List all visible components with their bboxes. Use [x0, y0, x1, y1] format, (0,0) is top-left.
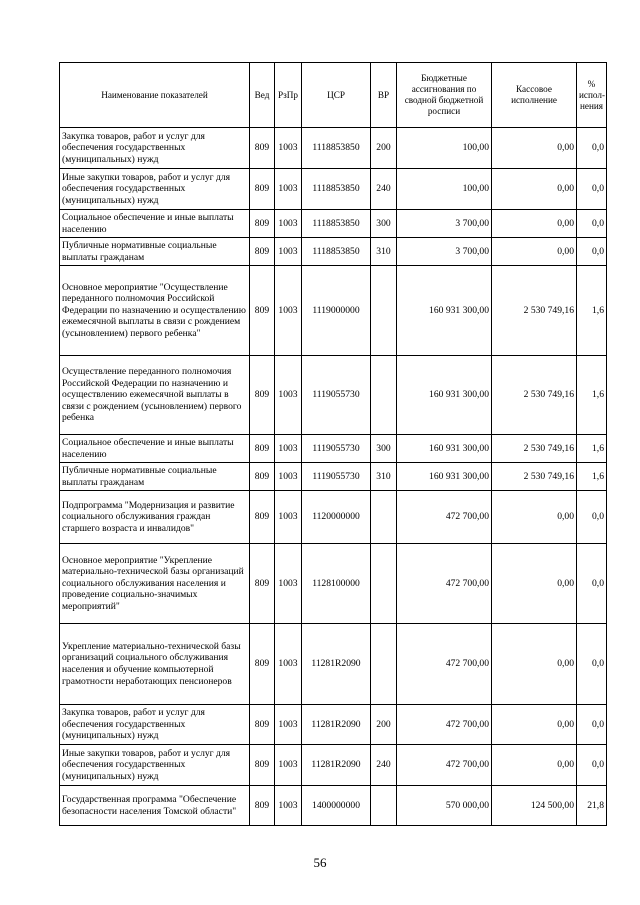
row-pct: 21,8	[577, 786, 607, 826]
row-cash: 2 530 749,16	[492, 356, 577, 435]
row-rzpr: 1003	[275, 705, 302, 745]
row-cash: 0,00	[492, 624, 577, 705]
row-vr: 310	[371, 463, 397, 491]
page-number: 56	[313, 855, 327, 870]
table-row	[60, 128, 607, 169]
row-ved: 809	[250, 356, 275, 435]
row-vr	[371, 624, 397, 705]
row-pct: 0,0	[577, 624, 607, 705]
row-ved: 809	[250, 786, 275, 826]
row-cash: 124 500,00	[492, 786, 577, 826]
row-csr: 1128100000	[302, 544, 371, 624]
row-cash: 0,00	[492, 544, 577, 624]
row-budget: 570 000,00	[397, 786, 492, 826]
table-row	[60, 238, 607, 266]
row-vr: 310	[371, 238, 397, 266]
row-rzpr: 1003	[275, 266, 302, 356]
row-rzpr: 1003	[275, 210, 302, 238]
row-cash: 0,00	[492, 238, 577, 266]
row-csr: 11281R2090	[302, 624, 371, 705]
row-budget: 160 931 300,00	[397, 266, 492, 356]
row-pct: 0,0	[577, 128, 607, 169]
row-pct: 1,6	[577, 266, 607, 356]
row-ved: 809	[250, 745, 275, 786]
row-name: Иные закупки товаров, работ и услуг для обеспечения государственных (муниципальных) нужд	[60, 169, 250, 210]
row-ved: 809	[250, 544, 275, 624]
table-row	[60, 745, 607, 786]
row-vr: 240	[371, 169, 397, 210]
row-vr: 200	[371, 705, 397, 745]
header-pct: % испол-нения	[577, 63, 607, 128]
row-vr	[371, 544, 397, 624]
row-csr: 1119055730	[302, 463, 371, 491]
header-rzpr: РзПр	[275, 63, 302, 128]
row-name: Социальное обеспечение и иные выплаты населению	[60, 435, 250, 463]
table-row	[60, 463, 607, 491]
table-row	[60, 544, 607, 624]
row-pct: 0,0	[577, 544, 607, 624]
row-vr	[371, 266, 397, 356]
table-row	[60, 705, 607, 745]
row-csr: 1120000000	[302, 491, 371, 544]
row-budget: 472 700,00	[397, 745, 492, 786]
header-cash: Кассовое исполнение	[492, 63, 577, 128]
row-csr: 1119055730	[302, 435, 371, 463]
row-ved: 809	[250, 624, 275, 705]
row-budget: 100,00	[397, 169, 492, 210]
row-budget: 100,00	[397, 128, 492, 169]
table-row	[60, 266, 607, 356]
row-cash: 0,00	[492, 745, 577, 786]
row-vr: 240	[371, 745, 397, 786]
row-name: Государственная программа "Обеспечение безопасности населения Томской области"	[60, 786, 250, 826]
row-ved: 809	[250, 266, 275, 356]
row-csr: 1118853850	[302, 128, 371, 169]
row-vr: 300	[371, 435, 397, 463]
row-pct: 0,0	[577, 238, 607, 266]
header-name: Наименование показателей	[60, 63, 250, 128]
table-header-row	[60, 63, 607, 128]
row-rzpr: 1003	[275, 169, 302, 210]
row-csr: 11281R2090	[302, 745, 371, 786]
row-budget: 3 700,00	[397, 238, 492, 266]
row-ved: 809	[250, 128, 275, 169]
row-name: Закупка товаров, работ и услуг для обеспечения государственных (муниципальных) нужд	[60, 128, 250, 169]
row-rzpr: 1003	[275, 491, 302, 544]
row-pct: 0,0	[577, 745, 607, 786]
header-budget: Бюджетные ассигнования по сводной бюджетной росписи	[397, 63, 492, 128]
row-name: Основное мероприятие "Осуществление переданного полномочия Российской Федерации по назначению и осуществлению ежемесячной выплаты в связи с рождением (усыновлением) первого ребенка"	[60, 266, 250, 356]
row-pct: 1,6	[577, 356, 607, 435]
row-cash: 2 530 749,16	[492, 266, 577, 356]
row-ved: 809	[250, 463, 275, 491]
row-name: Укрепление материально-технической базы организаций социального обслуживания населения и обучение компьютерной грамотности неработающих пенсионеров	[60, 624, 250, 705]
table-row	[60, 356, 607, 435]
row-ved: 809	[250, 705, 275, 745]
row-vr	[371, 491, 397, 544]
row-cash: 0,00	[492, 128, 577, 169]
table-row	[60, 210, 607, 238]
row-rzpr: 1003	[275, 786, 302, 826]
header-csr: ЦСР	[302, 63, 371, 128]
row-rzpr: 1003	[275, 128, 302, 169]
row-cash: 0,00	[492, 705, 577, 745]
row-budget: 160 931 300,00	[397, 463, 492, 491]
row-cash: 2 530 749,16	[492, 463, 577, 491]
row-pct: 0,0	[577, 491, 607, 544]
row-name: Основное мероприятие "Укрепление материально-технической базы организаций социального обслуживания населения и проведение социально-значимых мероприятий"	[60, 544, 250, 624]
row-ved: 809	[250, 210, 275, 238]
table-row	[60, 786, 607, 826]
row-name: Подпрограмма "Модернизация и развитие социального обслуживания граждан старшего возраста и инвалидов"	[60, 491, 250, 544]
row-budget: 472 700,00	[397, 491, 492, 544]
row-budget: 472 700,00	[397, 624, 492, 705]
row-vr	[371, 786, 397, 826]
row-rzpr: 1003	[275, 356, 302, 435]
row-name: Иные закупки товаров, работ и услуг для обеспечения государственных (муниципальных) нужд	[60, 745, 250, 786]
row-budget: 160 931 300,00	[397, 356, 492, 435]
row-cash: 0,00	[492, 491, 577, 544]
table-row	[60, 624, 607, 705]
row-name: Осуществление переданного полномочия Российской Федерации по назначению и осуществлению ежемесячной выплаты в связи с рождением (усыновлением) первого ребенка	[60, 356, 250, 435]
row-rzpr: 1003	[275, 745, 302, 786]
row-rzpr: 1003	[275, 238, 302, 266]
table-row	[60, 169, 607, 210]
row-cash: 0,00	[492, 210, 577, 238]
row-vr	[371, 356, 397, 435]
row-csr: 11281R2090	[302, 705, 371, 745]
row-csr: 1119055730	[302, 356, 371, 435]
row-cash: 2 530 749,16	[492, 435, 577, 463]
row-ved: 809	[250, 491, 275, 544]
row-csr: 1400000000	[302, 786, 371, 826]
row-rzpr: 1003	[275, 463, 302, 491]
row-csr: 1118853850	[302, 238, 371, 266]
row-rzpr: 1003	[275, 624, 302, 705]
row-name: Социальное обеспечение и иные выплаты населению	[60, 210, 250, 238]
table-row	[60, 435, 607, 463]
row-csr: 1118853850	[302, 169, 371, 210]
row-rzpr: 1003	[275, 544, 302, 624]
row-vr: 300	[371, 210, 397, 238]
row-pct: 1,6	[577, 435, 607, 463]
row-ved: 809	[250, 238, 275, 266]
row-budget: 472 700,00	[397, 544, 492, 624]
table-row	[60, 491, 607, 544]
row-pct: 1,6	[577, 463, 607, 491]
row-name: Публичные нормативные социальные выплаты гражданам	[60, 463, 250, 491]
row-ved: 809	[250, 435, 275, 463]
row-pct: 0,0	[577, 210, 607, 238]
row-budget: 3 700,00	[397, 210, 492, 238]
row-name: Публичные нормативные социальные выплаты гражданам	[60, 238, 250, 266]
row-vr: 200	[371, 128, 397, 169]
row-name: Закупка товаров, работ и услуг для обеспечения государственных (муниципальных) нужд	[60, 705, 250, 745]
row-budget: 472 700,00	[397, 705, 492, 745]
row-rzpr: 1003	[275, 435, 302, 463]
row-pct: 0,0	[577, 705, 607, 745]
row-budget: 160 931 300,00	[397, 435, 492, 463]
row-cash: 0,00	[492, 169, 577, 210]
row-ved: 809	[250, 169, 275, 210]
budget-execution-table	[59, 62, 607, 826]
header-vr: ВР	[371, 63, 397, 128]
row-pct: 0,0	[577, 169, 607, 210]
budget-sheet	[59, 62, 607, 826]
header-ved: Вед	[250, 63, 275, 128]
row-csr: 1118853850	[302, 210, 371, 238]
row-csr: 1119000000	[302, 266, 371, 356]
